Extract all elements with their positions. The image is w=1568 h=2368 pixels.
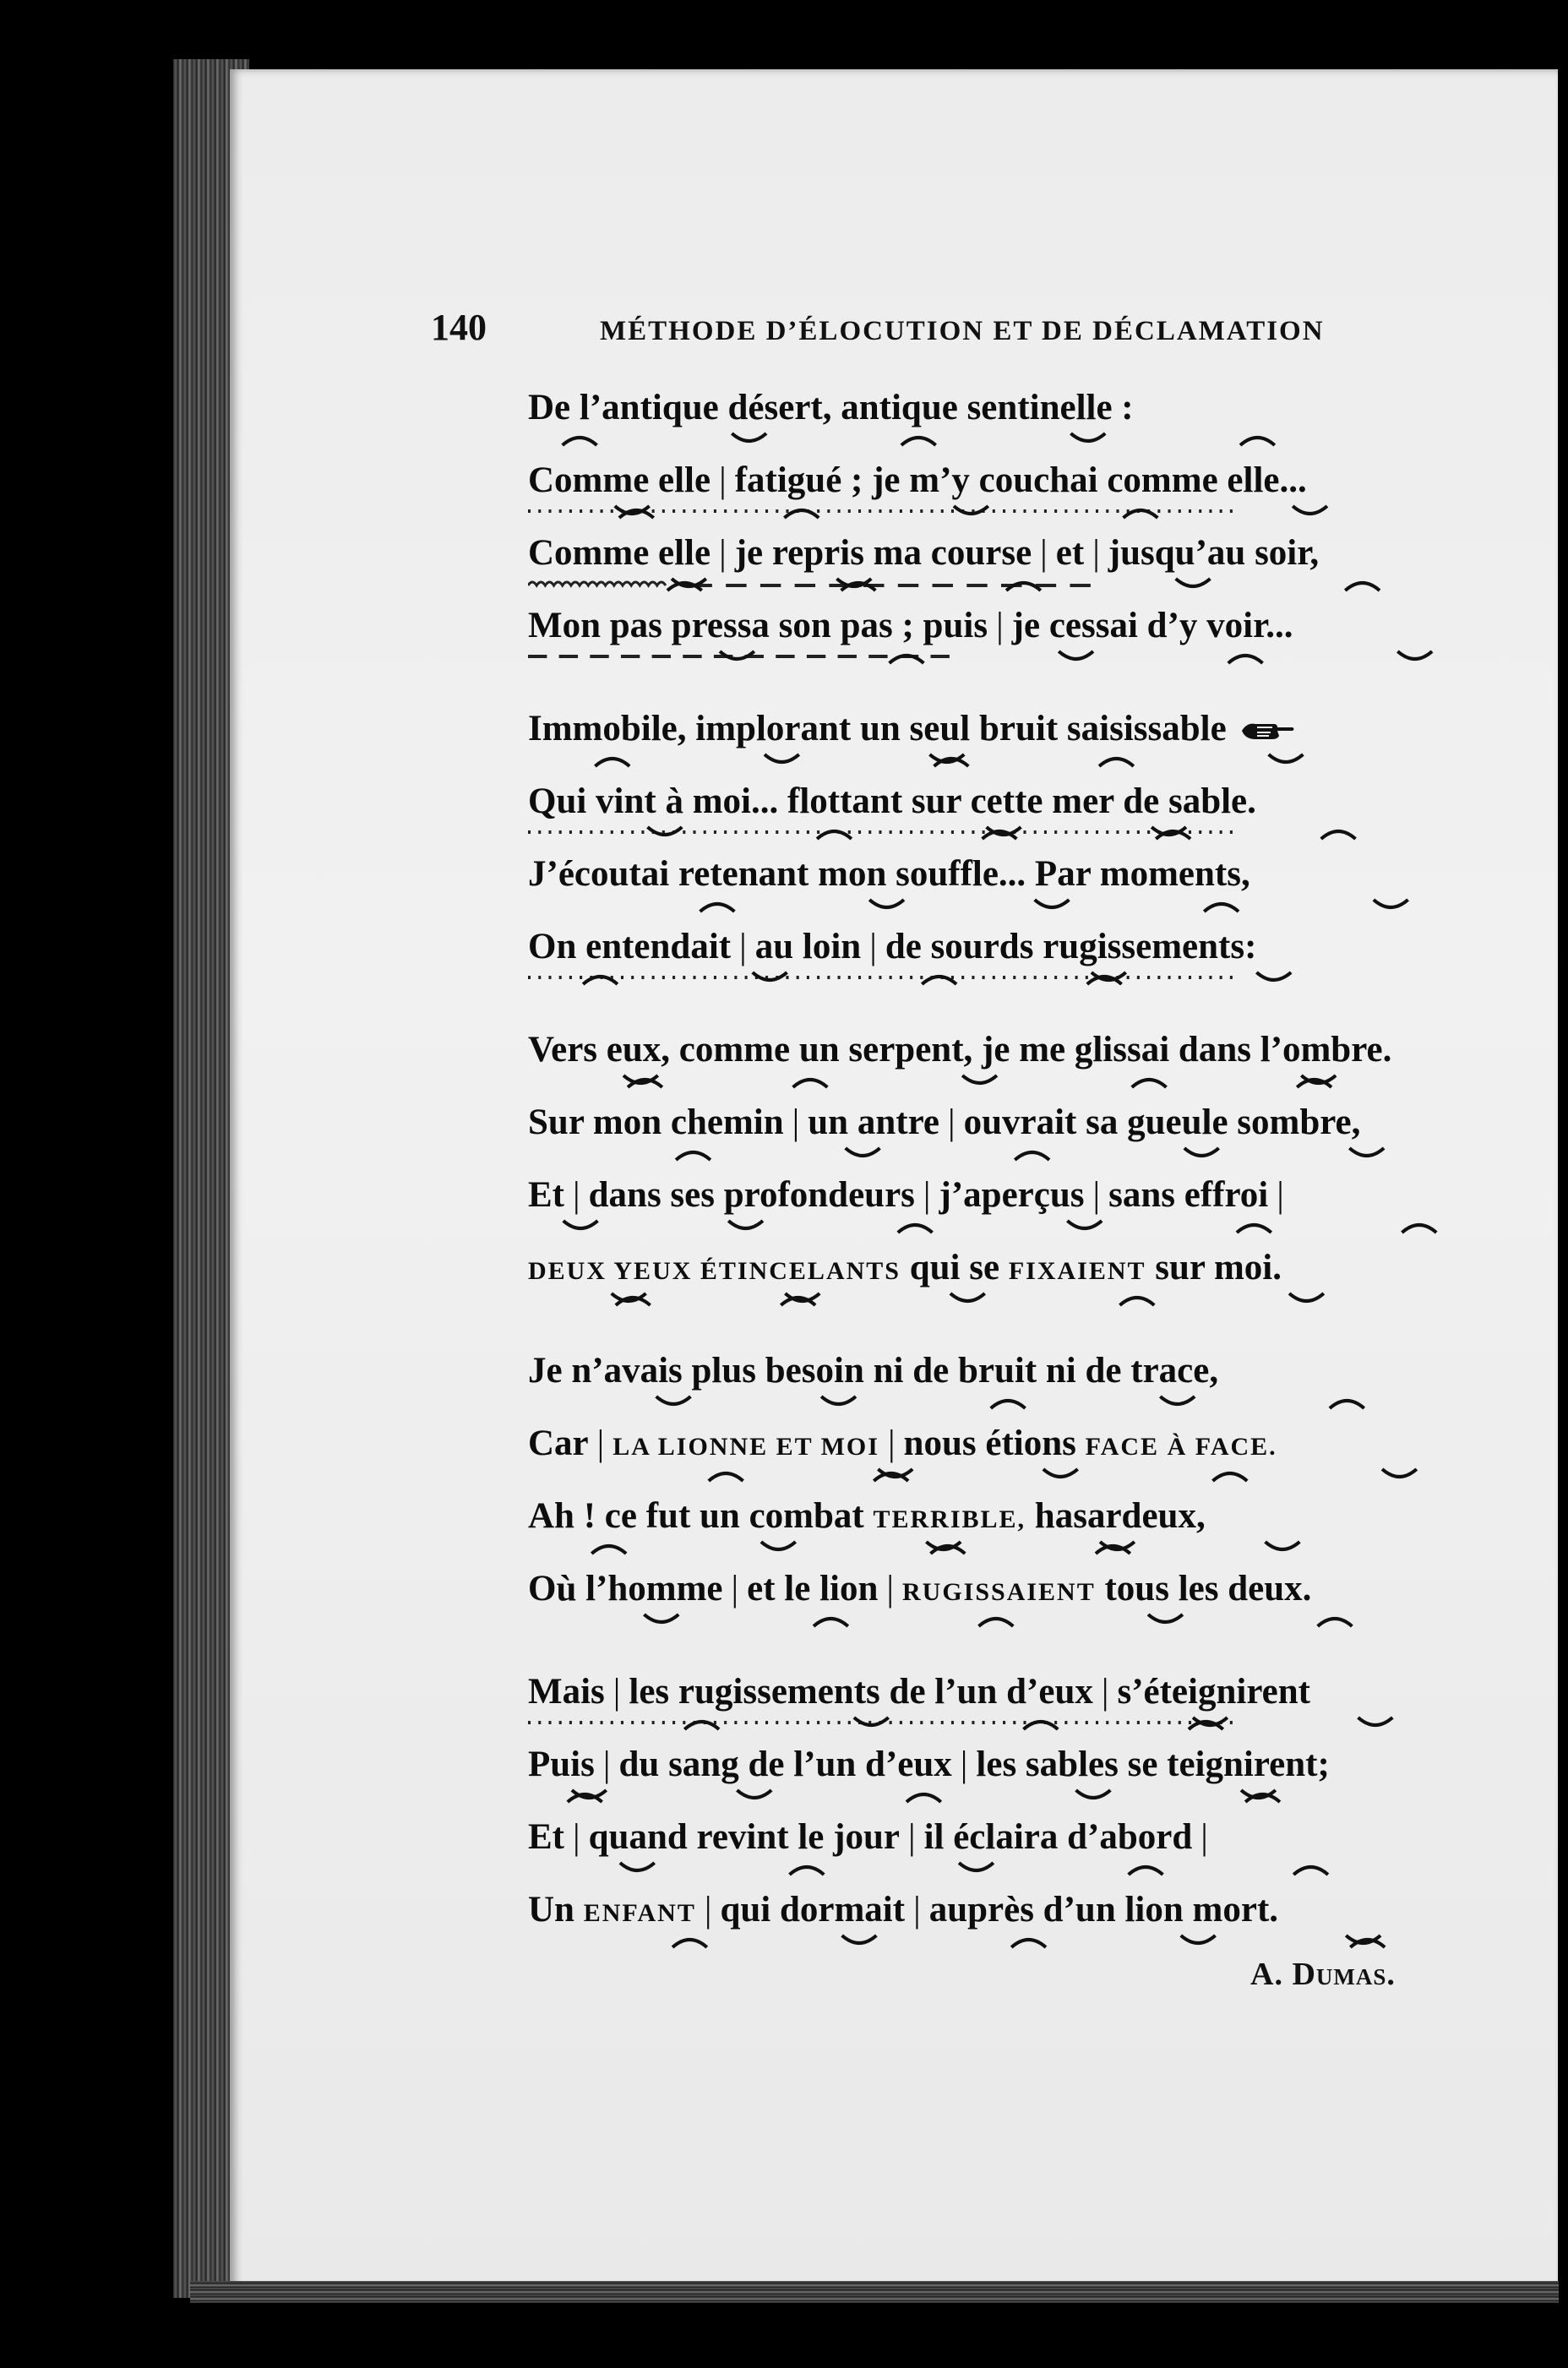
verse-line <box>528 1741 1474 1814</box>
stanza <box>528 384 1474 675</box>
verse-line <box>528 1493 1474 1565</box>
verse-segment: jusqu’au soir, <box>1108 533 1320 573</box>
stanza <box>528 1668 1474 1959</box>
verse-text <box>528 1672 1310 1712</box>
verse-text <box>528 1248 1282 1287</box>
verse-text <box>528 388 1134 427</box>
verse-segment: sans effroi <box>1108 1175 1269 1215</box>
verse-segment: les sables se teignirent; <box>976 1745 1330 1784</box>
book-bottom-edges <box>190 2281 1559 2303</box>
verse-segment: Vers eux, comme un serpent, je me glissai dans l’ombre. <box>528 1030 1392 1070</box>
verse-segment: Qui vint à moi... flottant sur cette mer de sable. <box>528 781 1256 821</box>
pause-bar: | <box>947 1102 956 1142</box>
pause-bar: | <box>960 1745 968 1784</box>
verse-segment: du sang de l’un d’eux <box>618 1745 952 1784</box>
verse-segment: Car <box>528 1424 589 1463</box>
prosody-marks <box>528 1145 1474 1165</box>
prosody-marks <box>528 1538 1474 1559</box>
verse-segment: hasardeux, <box>1026 1496 1206 1536</box>
pause-bar: | <box>596 1424 605 1463</box>
pause-bar: | <box>996 606 1004 645</box>
verse-line <box>528 851 1474 923</box>
verse-segment: je repris ma course <box>734 533 1032 573</box>
pointing-hand-icon <box>1240 708 1296 755</box>
verse-text <box>528 1351 1218 1391</box>
verse-segment: et <box>1055 533 1085 573</box>
verse-segment: j’aperçus <box>939 1175 1085 1215</box>
prosody-marks <box>528 575 1474 596</box>
verse-segment: dans ses profondeurs <box>588 1175 915 1215</box>
verse-line <box>528 778 1474 851</box>
verse-line <box>528 1347 1474 1420</box>
stanza <box>528 705 1474 996</box>
pause-bar: | <box>704 1890 712 1930</box>
pause-bar: | <box>792 1102 800 1142</box>
verse-segment: J’écoutai retenant mon souffle... Par moments, <box>528 854 1250 894</box>
verse-segment: quand revint le jour <box>588 1817 900 1857</box>
verse-text <box>528 1175 1293 1215</box>
page-number: 140 <box>431 307 487 348</box>
verse-segment: de sourds rugissements: <box>885 927 1257 966</box>
pause-bar: | <box>719 460 727 500</box>
verse-segment: Comme elle <box>528 460 711 500</box>
prosody-marks <box>528 1859 1474 1880</box>
author-name: A. Dumas. <box>1250 1957 1396 1992</box>
pause-bar: | <box>869 927 877 966</box>
verse-text <box>528 854 1250 894</box>
pause-bar: | <box>573 1817 580 1857</box>
pause-bar: | <box>1040 533 1048 573</box>
prosody-marks <box>528 1393 1474 1413</box>
verse-segment: nous étions <box>903 1424 1086 1463</box>
verse-line <box>528 705 1474 778</box>
verse-segment: Immobile, implorant un seul bruit saisissable <box>528 709 1227 749</box>
verse-text <box>528 709 1296 749</box>
pause-bar: | <box>1200 1817 1208 1857</box>
verse-text <box>528 927 1256 966</box>
prosody-marks <box>528 430 1474 450</box>
pause-bar: | <box>907 1817 916 1857</box>
emphasis-words: LA LIONNE ET MOI <box>612 1433 879 1461</box>
pause-bar: | <box>719 533 727 573</box>
pause-bar: | <box>887 1424 896 1463</box>
running-title: MÉTHODE D’ÉLOCUTION ET DE DÉCLAMATION <box>600 316 1325 346</box>
verse-text <box>528 606 1293 645</box>
pause-bar: | <box>1092 1175 1101 1215</box>
pause-bar: | <box>612 1672 621 1712</box>
verse-line <box>528 1026 1474 1099</box>
emphasis-words: DEUX YEUX ÉTINCELANTS <box>528 1257 901 1285</box>
prosody-marks <box>528 824 1474 844</box>
emphasis-words: RUGISSAIENT <box>902 1578 1096 1606</box>
prosody-marks <box>528 969 1474 989</box>
verse-segment: Et <box>528 1175 564 1215</box>
verse-line <box>528 530 1474 602</box>
verse-segment: sur moi. <box>1146 1248 1282 1287</box>
stanza <box>528 1347 1474 1638</box>
verse-text <box>528 1817 1217 1857</box>
verse-line <box>528 1420 1474 1493</box>
pause-bar: | <box>913 1890 921 1930</box>
pause-bar: | <box>923 1175 931 1215</box>
verse-segment: fatigué ; je m’y couchai comme elle... <box>734 460 1307 500</box>
verse-line <box>528 1172 1474 1244</box>
pause-bar: | <box>731 1569 739 1609</box>
verse-segment: Comme elle <box>528 533 711 573</box>
verse-text <box>528 533 1319 573</box>
pause-bar: | <box>573 1175 580 1215</box>
verse-text <box>528 1424 1277 1463</box>
verse-segment: qui dormait <box>720 1890 906 1930</box>
prosody-marks <box>528 1787 1474 1807</box>
verse-segment: Mon pas pressa son pas ; puis <box>528 606 988 645</box>
verse-text <box>528 781 1256 821</box>
verse-line <box>528 1886 1474 1959</box>
verse-segment: s’éteignirent <box>1117 1672 1310 1712</box>
verse-text <box>528 1890 1278 1930</box>
verse-line <box>528 457 1474 530</box>
prosody-marks <box>528 1290 1474 1310</box>
page-header <box>431 306 1478 357</box>
verse-line <box>528 384 1474 457</box>
verse-line <box>528 1668 1474 1741</box>
emphasis-words: TERRIBLE, <box>873 1505 1026 1533</box>
pause-bar: | <box>1277 1175 1284 1215</box>
prosody-marks <box>528 1466 1474 1486</box>
pause-bar: | <box>886 1569 894 1609</box>
verse-line <box>528 1814 1474 1886</box>
verse-segment: auprès d’un lion mort. <box>928 1890 1279 1930</box>
verse-segment: il éclaira d’abord <box>923 1817 1193 1857</box>
verse-segment: tous les deux. <box>1095 1569 1312 1609</box>
verse-segment: Et <box>528 1817 564 1857</box>
verse-segment: Mais <box>528 1672 605 1712</box>
pause-bar: | <box>1101 1672 1109 1712</box>
verse-segment: et le lion <box>747 1569 879 1609</box>
prosody-marks <box>528 896 1474 917</box>
verse-segment: Où l’homme <box>528 1569 723 1609</box>
verse-text <box>528 1496 1206 1536</box>
pause-bar: | <box>739 927 747 966</box>
verse-line <box>528 923 1474 996</box>
poem <box>528 384 1474 1990</box>
emphasis-words: FACE À FACE. <box>1085 1433 1277 1461</box>
prosody-marks <box>528 503 1474 523</box>
verse-line <box>528 602 1474 675</box>
verse-segment: qui se <box>900 1248 1009 1287</box>
verse-text <box>528 1569 1311 1609</box>
verse-segment: Ah ! ce fut un combat <box>528 1496 874 1536</box>
prosody-marks <box>528 1611 1474 1631</box>
verse-segment: Je n’avais plus besoin ni de bruit ni de trace, <box>528 1351 1219 1391</box>
emphasis-words: ENFANT <box>583 1899 696 1927</box>
emphasis-words: FIXAIENT <box>1008 1257 1146 1285</box>
prosody-marks <box>528 751 1474 771</box>
pause-bar: | <box>1092 533 1100 573</box>
verse-segment: au loin <box>754 927 862 966</box>
prosody-marks <box>528 648 1474 668</box>
verse-line <box>528 1565 1474 1638</box>
prosody-marks <box>528 1072 1474 1092</box>
verse-segment: Sur mon chemin <box>528 1102 784 1142</box>
verse-segment: De l’antique désert, antique sentinelle : <box>528 388 1134 427</box>
pause-bar: | <box>602 1745 611 1784</box>
prosody-marks <box>528 1714 1474 1734</box>
verse-text <box>528 1745 1330 1784</box>
verse-segment: un antre <box>808 1102 939 1142</box>
author-signature <box>1250 1956 1396 1993</box>
verse-text <box>528 1030 1391 1070</box>
verse-segment: Puis <box>528 1745 595 1784</box>
verse-line <box>528 1099 1474 1172</box>
verse-line <box>528 1244 1474 1317</box>
verse-segment: je cessai d’y voir... <box>1011 606 1293 645</box>
verse-segment: On entendait <box>528 927 732 966</box>
verse-segment: ouvrait sa gueule sombre, <box>963 1102 1361 1142</box>
verse-segment: Un <box>528 1890 584 1930</box>
prosody-marks <box>528 1932 1474 1952</box>
prosody-marks <box>528 1217 1474 1238</box>
verse-text <box>528 1102 1360 1142</box>
stanza <box>528 1026 1474 1317</box>
verse-text <box>528 460 1307 500</box>
verse-segment: les rugissements de l’un d’eux <box>629 1672 1093 1712</box>
